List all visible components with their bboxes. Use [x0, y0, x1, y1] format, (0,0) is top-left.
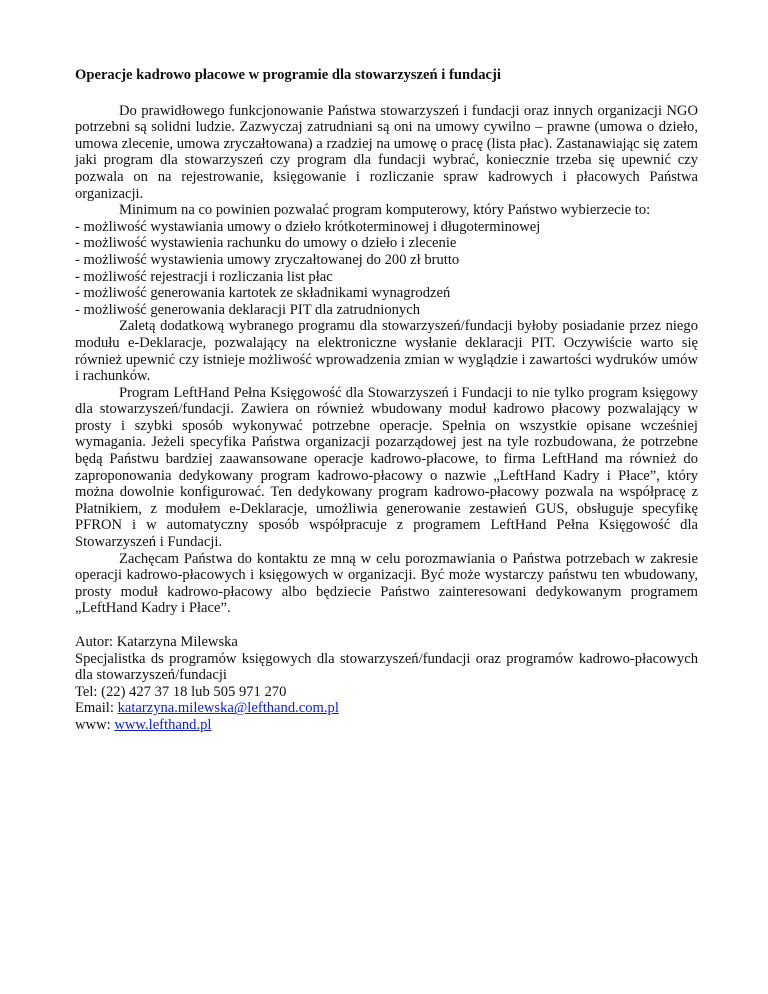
list-item: - możliwość generowania kartotek ze składnikami wynagrodzeń [75, 285, 451, 302]
list-item: - możliwość rejestracji i rozliczania list płac [75, 268, 333, 285]
author-role: Specjalistka ds programów księgowych dla stowarzyszeń/fundacji oraz programów kadrowo-płacowych dla stowarzyszeń/fundacji [75, 650, 698, 684]
paragraph-minimum: Minimum na co powinien pozwalać program komputerowy, który Państwo wybierzecie to: [119, 202, 651, 219]
email-link[interactable]: katarzyna.milewska@lefthand.com.pl [117, 700, 339, 717]
paragraph-intro: Do prawidłowego funkcjonowanie Państwa stowarzyszeń i fundacji oraz innych organizacji NGO potrzebni są solidni ludzie. Zazwyczaj zatrudniani są oni na umowy cywilno – prawne (umowa o dzieło, umowa zlecenie, umowa zryczałtowana) a rzadziej na umowę o pracę (lista płac). Zastanawiając się zatem jaki program dla stowarzyszeń czy program dla fundacji wybrać, koniecznie trzeba się upewnić czy pozwala on na rejestrowanie, księgowanie i rozliczanie spraw kadrowych i płacowych Państwa organizacji. [75, 102, 698, 202]
author-phone: Tel: (22) 427 37 18 lub 505 971 270 [75, 683, 287, 700]
author-www-line [75, 717, 698, 734]
paragraph-lefthand-program: Program LeftHand Pełna Księgowość dla Stowarzyszeń i Fundacji to nie tylko program księgowy dla stowarzyszeń/fundacji. Zawiera on również wbudowany moduł kadrowo płacowy pozwalający w prosty i szybki sposób wykonywać potrzebne operacje. Spełnia on wszystkie opisane wcześniej wymagania. Jeżeli specyfika Państwa organizacji pozarządowej jest na tyle rozbudowana, że potrzebne będą Państwu bardziej zaawansowane operacje kadrowo-płacowe, to firma LeftHand ma również do zaproponowania dedykowany program kadrowo-płacowy o nazwie „LeftHand Kadry i Płace”, który można dowolnie konfigurować. Ten dedykowany program kadrowo-płacowy pozwala na współpracę z Płatnikiem, z modułem e-Deklaracje, umożliwia generowanie zestawień GUS, obsługuje specyfikę PFRON i w automatyczny sposób współpracuje z programem LeftHand Pełna Księgowość dla Stowarzyszeń i Fundacji. [75, 384, 698, 551]
author-block [75, 634, 698, 734]
document-page [75, 60, 698, 734]
website-link[interactable]: www.lefthand.pl [114, 716, 212, 733]
paragraph-edeklaracje: Zaletą dodatkową wybranego programu dla stowarzyszeń/fundacji byłoby posiadanie przez niego modułu e-Deklaracje, pozwalający na elektroniczne wysłanie deklaracji PIT. Oczywiście warto się również upewnić czy istnieje możliwość wprowadzenia zmian w wyglądzie i zawartości wydruków umów i rachunków. [75, 318, 698, 385]
list-item: - możliwość wystawiania umowy o dzieło krótkoterminowej i długoterminowej [75, 218, 541, 235]
paragraph-contact: Zachęcam Państwa do kontaktu ze mną w celu porozmawiania o Państwa potrzebach w zakresie operacji kadrowo-płacowych i księgowych w organizacji. Być może wystarczy państwu ten wbudowany, prosty moduł kadrowo-płacowy albo będziecie Państwo zainteresowani dedykowanym programem „LeftHand Kadry i Płace”. [75, 550, 698, 617]
list-item: - możliwość generowania deklaracji PIT dla zatrudnionych [75, 301, 420, 318]
author-email-line [75, 700, 698, 717]
list-item: - możliwość wystawienia umowy zryczałtowanej do 200 zł brutto [75, 251, 460, 268]
list-item: - możliwość wystawienia rachunku do umowy o dzieło i zlecenie [75, 235, 457, 252]
author-name: Autor: Katarzyna Milewska [75, 634, 238, 650]
document-title: Operacje kadrowo płacowe w programie dla stowarzyszeń i fundacji [75, 67, 501, 83]
email-label: Email: [75, 700, 118, 717]
www-label: www: [75, 716, 115, 733]
requirements-list [75, 219, 698, 319]
